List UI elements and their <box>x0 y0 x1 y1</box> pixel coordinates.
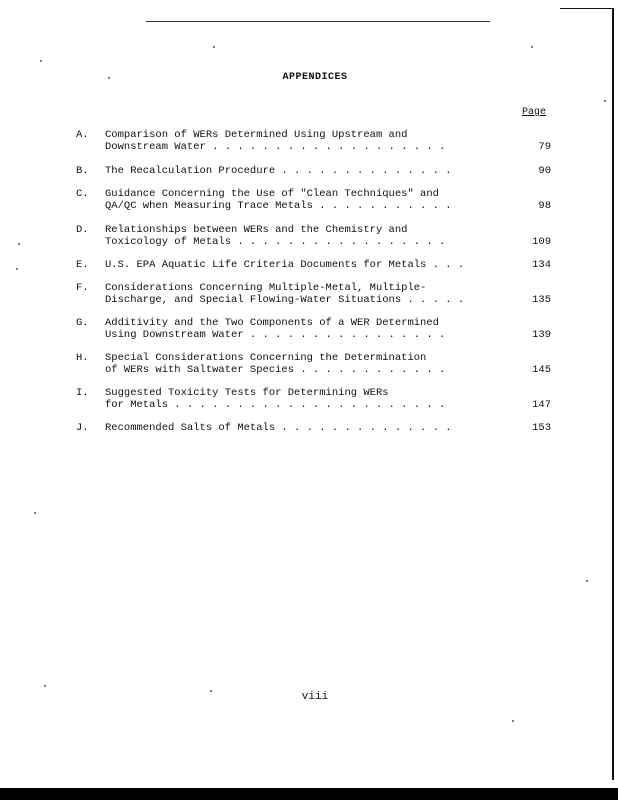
entry-letter: C. <box>76 188 89 200</box>
entry-title-line2: QA/QC when Measuring Trace Metals . . . . . . . . . . . <box>105 200 452 212</box>
entry-title-line1: U.S. EPA Aquatic Life Criteria Documents for Metals . . . <box>105 259 465 271</box>
scan-speck <box>108 77 110 79</box>
entry-page-number: 98 <box>538 200 551 212</box>
scan-speck <box>586 580 588 582</box>
entry-title-line1: Guidance Concerning the Use of "Clean Techniques" and <box>105 188 439 200</box>
scan-speck <box>604 100 606 102</box>
entry-letter: I. <box>76 387 89 399</box>
entry-title-line1: Additivity and the Two Components of a WER Determined <box>105 317 439 329</box>
entry-letter: A. <box>76 129 89 141</box>
entry-page-number: 109 <box>532 236 551 248</box>
entry-page-number: 134 <box>532 259 551 271</box>
entry-letter: B. <box>76 165 89 177</box>
scan-speck <box>16 268 18 270</box>
page-folio: viii <box>301 691 329 703</box>
entry-title-line2: Downstream Water . . . . . . . . . . . . . . . . . . . <box>105 141 446 153</box>
entry-title-line2: Toxicology of Metals . . . . . . . . . . . . . . . . . <box>105 236 446 248</box>
top-rule <box>146 21 490 22</box>
scan-speck <box>213 46 215 48</box>
entry-title-line1: Comparison of WERs Determined Using Upstream and <box>105 129 408 141</box>
scan-speck <box>512 720 514 722</box>
scan-speck <box>18 243 20 245</box>
entry-title-line2: Discharge, and Special Flowing-Water Situations . . . . . <box>105 294 465 306</box>
page-column-label: Page <box>522 107 547 118</box>
entry-letter: F. <box>76 282 89 294</box>
scan-speck <box>34 512 36 514</box>
entry-page-number: 90 <box>538 165 551 177</box>
scan-speck <box>40 60 42 62</box>
entry-title-line1: Suggested Toxicity Tests for Determining WERs <box>105 387 389 399</box>
entry-letter: D. <box>76 224 89 236</box>
entry-letter: E. <box>76 259 89 271</box>
entry-page-number: 145 <box>532 364 551 376</box>
entry-title-line1: The Recalculation Procedure . . . . . . . . . . . . . . <box>105 165 452 177</box>
entry-letter: G. <box>76 317 89 329</box>
entry-page-number: 79 <box>538 141 551 153</box>
entry-title-line1: Relationships between WERs and the Chemistry and <box>105 224 408 236</box>
entry-page-number: 147 <box>532 399 551 411</box>
entry-letter: H. <box>76 352 89 364</box>
entry-page-number: 153 <box>532 422 551 434</box>
entry-page-number: 135 <box>532 294 551 306</box>
entry-title-line2: for Metals . . . . . . . . . . . . . . . . . . . . . . <box>105 399 446 411</box>
entry-title-line2: of WERs with Saltwater Species . . . . . . . . . . . . <box>105 364 446 376</box>
scan-edge-right <box>612 8 614 780</box>
entry-letter: J. <box>76 422 89 434</box>
entry-page-number: 139 <box>532 329 551 341</box>
scan-speck <box>531 46 533 48</box>
entry-title-line1: Considerations Concerning Multiple-Metal, Multiple- <box>105 282 427 294</box>
entry-title-line1: Recommended Salts of Metals . . . . . . . . . . . . . . <box>105 422 452 434</box>
scan-speck <box>210 690 212 692</box>
scan-edge-bottom <box>0 788 618 800</box>
scan-edge-top <box>560 8 614 9</box>
entry-title-line2: Using Downstream Water . . . . . . . . . . . . . . . . <box>105 329 446 341</box>
appendices-heading: APPENDICES <box>282 72 348 83</box>
scan-speck <box>44 685 46 687</box>
entry-title-line1: Special Considerations Concerning the Determination <box>105 352 427 364</box>
